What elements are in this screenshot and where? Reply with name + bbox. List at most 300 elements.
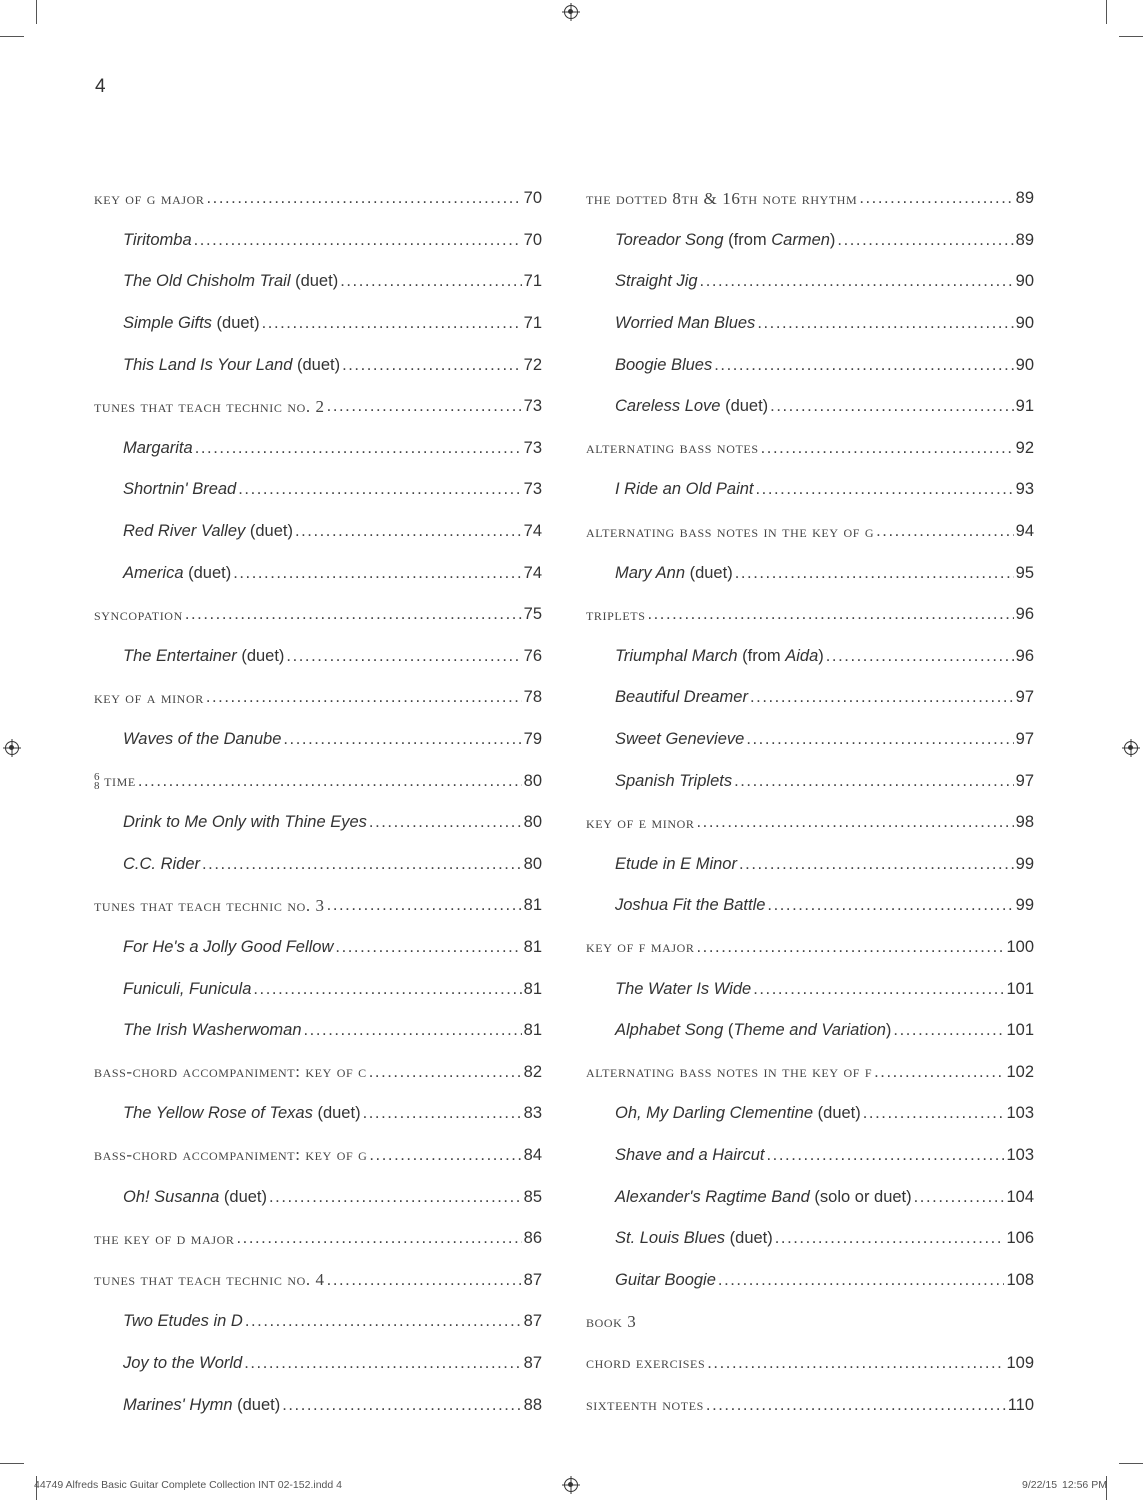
entry-title-italic: C.C. Rider [123,854,201,873]
dot-leader [262,314,522,333]
section-title-text: time [104,771,136,791]
section-title [586,937,695,957]
entry-page-number: 92 [1015,438,1034,457]
entry-page-number: 80 [523,771,542,790]
dot-leader [876,522,1014,541]
toc-entry [586,636,1034,678]
entry-title-italic: Careless Love [615,397,721,416]
entry-title-italic: Triumphal March [615,646,738,665]
dot-leader [342,356,522,375]
toc-section-heading [94,677,542,719]
entry-page-number: 70 [523,189,542,208]
section-title [94,397,325,417]
dot-leader [753,980,1004,999]
entry-page-number: 90 [1015,314,1034,333]
entry-page-number: 91 [1015,397,1034,416]
dot-leader [696,813,1013,832]
toc-entry [94,927,542,969]
dot-leader [233,564,521,583]
entry-title-note: (duet) [290,272,339,291]
entry-title-italic: Alexander's Ragtime Band [615,1187,810,1206]
dot-leader [283,730,521,749]
entry-page-number: 108 [1006,1270,1034,1289]
entry-page-number: 104 [1006,1187,1034,1206]
toc-entry [94,511,542,553]
entry-title-italic: Spanish Triplets [615,771,733,790]
dot-leader [750,688,1014,707]
dot-leader [837,231,1013,250]
dot-leader [195,439,522,458]
entry-page-number: 78 [523,688,542,707]
section-title [586,1395,704,1415]
entry-page-number: 70 [523,230,542,249]
entry-title [615,772,732,791]
dot-leader [282,1396,521,1415]
section-title-text: key of a minor [94,687,204,707]
entry-title [123,356,340,375]
entry-title-note: (duet) [232,1395,281,1414]
entry-title-italic: The Entertainer [123,646,237,665]
toc-entry [586,1010,1034,1052]
entry-page-number: 88 [523,1395,542,1414]
entry-title-note: (duet) [219,1187,268,1206]
entry-page-number: 96 [1015,646,1034,665]
section-title [94,605,183,625]
entry-title-italic: Beautiful Dreamer [615,688,748,707]
toc-section-heading [94,1135,542,1177]
dot-leader [238,480,521,499]
dot-leader [236,1229,521,1248]
entry-page-number: 99 [1015,896,1034,915]
toc-section-heading [94,1218,542,1260]
entry-title [123,1354,242,1373]
dot-leader [700,272,1014,291]
entry-title-note: (duet) [211,314,260,333]
section-title [586,1353,705,1373]
toc-entry [586,1135,1034,1177]
entry-title [615,314,755,333]
toc-entry [94,1010,542,1052]
toc-entry [586,469,1034,511]
entry-title [123,1021,302,1040]
section-title [94,688,204,708]
toc-section-heading [586,927,1034,969]
entry-title-italic: Boogie Blues [615,355,713,374]
entry-page-number: 110 [1007,1395,1034,1414]
section-title [94,1270,325,1290]
dot-leader [718,1271,1005,1290]
entry-title-note: (duet) [720,397,769,416]
toc-entry [586,552,1034,594]
dot-leader [893,1021,1004,1040]
entry-title-italic: Sweet Genevieve [615,730,745,749]
toc-section-heading [586,1051,1034,1093]
entry-title-italic: Joy to the World [123,1353,243,1372]
entry-page-number: 101 [1006,979,1034,998]
entry-title [615,1188,912,1207]
entry-page-number: 85 [523,1187,542,1206]
toc-entry [94,1093,542,1135]
registration-mark-icon [5,741,19,755]
entry-page-number: 95 [1015,563,1034,582]
entry-title-note: (duet) [183,563,232,582]
dot-leader [327,397,522,416]
entry-page-number: 97 [1015,730,1034,749]
dot-leader [138,772,522,791]
entry-page-number: 97 [1015,771,1034,790]
toc-entry [94,1343,542,1385]
section-title-text: bass-chord accompaniment: key of g [94,1145,368,1165]
entry-title-note: (duet) [813,1104,861,1123]
toc-entry [586,968,1034,1010]
entry-page-number: 73 [523,438,542,457]
entry-title [123,272,338,291]
section-title-text: key of g major [94,188,205,208]
toc-entry [94,636,542,678]
entry-page-number: 71 [523,272,542,291]
entry-page-number: 90 [1015,272,1034,291]
toc-entry [94,1384,542,1426]
section-title-text: sixteenth notes [586,1395,704,1415]
dot-leader [194,231,522,250]
entry-title-note: ) [829,230,836,249]
entry-page-number: 83 [523,1104,542,1123]
toc-section-heading [586,1301,1034,1343]
dot-leader [202,855,522,874]
toc-entry [94,552,542,594]
entry-page-number: 80 [523,854,542,873]
section-title-text: key of e minor [586,812,695,832]
footer-file-info: 44749 Alfreds Basic Guitar Complete Collection INT 02-152.indd 4 [34,1479,342,1491]
entry-page-number: 98 [1015,813,1034,832]
dot-leader [914,1188,1005,1207]
dot-leader [244,1354,521,1373]
time-signature-top: 6 [94,771,101,784]
dot-leader [874,1063,1004,1082]
dot-leader [706,1396,1006,1415]
entry-title-italic: Oh, My Darling Clementine [615,1104,814,1123]
dot-leader [770,397,1013,416]
entry-title-note: (duet) [236,646,285,665]
entry-page-number: 81 [523,937,542,956]
toc-entry [586,885,1034,927]
entry-title [123,1396,280,1415]
section-title [586,813,694,833]
dot-leader [295,522,522,541]
entry-page-number: 100 [1006,937,1034,956]
entry-title-italic: Carmen [771,230,830,249]
toc-section-heading [94,760,542,802]
dot-leader [253,980,521,999]
toc-entry [94,469,542,511]
toc-entry [586,677,1034,719]
time-signature [94,773,100,791]
toc-section-heading [94,386,542,428]
entry-page-number: 75 [523,605,542,624]
entry-page-number: 73 [523,397,542,416]
toc-entry [94,719,542,761]
entry-page-number: 74 [523,563,542,582]
section-title-text: the dotted 8th & 16th note rhythm [586,188,858,208]
entry-title-italic: Worried Man Blues [615,314,756,333]
entry-title [615,855,737,874]
dot-leader [697,938,1005,957]
entry-title-note: ) [885,1021,892,1040]
section-title [94,1229,234,1249]
dot-leader [714,356,1013,375]
entry-title-italic: Aida [785,646,819,665]
entry-title-italic: Theme and Variation [733,1021,886,1040]
section-title [586,605,645,625]
entry-title-note: (duet) [292,355,341,374]
dot-leader [340,272,521,291]
entry-page-number: 97 [1015,688,1034,707]
entry-title-italic: This Land Is Your Land [123,355,293,374]
toc-entry [586,1259,1034,1301]
entry-title-italic: Marines' Hymn [123,1395,233,1414]
crop-mark [1119,36,1143,37]
entry-title-italic: Toreador Song [615,230,724,249]
footer-time: 12:56 PM [1062,1479,1107,1491]
dot-leader [327,1271,522,1290]
entry-title-italic: Guitar Boogie [615,1270,716,1289]
entry-title-italic: The Yellow Rose of Texas [123,1104,313,1123]
entry-title-italic: Joshua Fit the Battle [615,896,766,915]
entry-page-number: 89 [1015,189,1034,208]
toc-entry [94,303,542,345]
dot-leader [245,1312,522,1331]
entry-title-italic: I Ride an Old Paint [615,480,754,499]
entry-title-italic: Straight Jig [615,272,698,291]
entry-title [615,356,712,375]
entry-page-number: 81 [523,979,542,998]
dot-leader [304,1021,522,1040]
toc-section-heading [94,178,542,220]
entry-title [615,1021,891,1040]
section-title-text: tunes that teach technic no. 2 [94,396,325,416]
entry-title-italic: The Water Is Wide [615,979,752,998]
section-title-text: alternating bass notes in the key of g [586,521,875,541]
crop-mark [0,36,24,37]
entry-title-italic: Alphabet Song [615,1021,724,1040]
entry-title [615,688,748,707]
entry-title-italic: Oh! Susanna [123,1187,220,1206]
entry-title [615,1271,716,1290]
entry-title [615,1146,765,1165]
section-title-text: bass-chord accompaniment: key of c [94,1062,367,1082]
section-title [586,1312,636,1332]
dot-leader [859,189,1013,208]
entry-title [123,439,193,458]
entry-page-number: 102 [1006,1062,1034,1081]
entry-title [615,896,765,915]
section-title [94,771,136,791]
entry-page-number: 76 [523,646,542,665]
entry-title-italic: Drink to Me Only with Thine Eyes [123,813,367,832]
dot-leader [757,314,1013,333]
crop-mark [1106,0,1107,24]
entry-title-italic: Red River Valley [123,522,246,541]
section-title [94,189,205,209]
toc-entry [94,220,542,262]
toc-entry [94,1301,542,1343]
crop-mark [1119,1463,1143,1464]
dot-leader [826,647,1014,666]
crop-mark [0,1463,24,1464]
toc-entry [586,261,1034,303]
toc-left-column [94,178,542,1426]
toc-entry [586,760,1034,802]
entry-page-number: 82 [523,1062,542,1081]
entry-page-number: 90 [1015,355,1034,374]
section-title-text: book 3 [586,1311,637,1331]
toc-entry [586,719,1034,761]
entry-title-italic: The Old Chisholm Trail [123,272,291,291]
toc-section-heading [94,1051,542,1093]
toc-entry [586,1218,1034,1260]
dot-leader [647,605,1013,624]
entry-title [615,231,835,250]
toc-entry [586,1176,1034,1218]
dot-leader [746,730,1013,749]
toc-section-heading [586,802,1034,844]
entry-page-number: 87 [523,1353,542,1372]
dot-leader [369,813,522,832]
entry-title-italic: The Irish Washerwoman [123,1021,302,1040]
entry-title-italic: Simple Gifts [123,314,212,333]
entry-page-number: 84 [523,1145,542,1164]
section-title-text: chord exercises [586,1353,706,1373]
entry-title-italic: Etude in E Minor [615,854,737,873]
entry-page-number: 71 [523,314,542,333]
toc-entry [586,386,1034,428]
entry-title-note: (from [723,230,772,249]
dot-leader [767,896,1013,915]
toc-entry [586,844,1034,886]
dot-leader [327,896,522,915]
toc-section-heading [586,1384,1034,1426]
entry-title [123,564,231,583]
entry-title-note: (duet) [725,1229,773,1248]
toc-entry [94,1176,542,1218]
entry-page-number: 74 [523,522,542,541]
entry-page-number: 79 [523,730,542,749]
dot-leader [363,1104,522,1123]
crop-mark [36,0,37,24]
entry-title [123,1188,267,1207]
entry-page-number: 89 [1015,230,1034,249]
toc-entry [94,261,542,303]
entry-page-number: 109 [1006,1353,1034,1372]
dot-leader [767,1146,1005,1165]
entry-title-italic: For He's a Jolly Good Fellow [123,937,334,956]
entry-page-number: 94 [1015,522,1034,541]
entry-title-italic: Waves of the Danube [123,730,282,749]
entry-title [123,855,200,874]
page-number: 4 [95,76,106,97]
dot-leader [775,1229,1005,1248]
toc-section-heading [586,1343,1034,1385]
dot-leader [369,1146,521,1165]
section-title-text: alternating bass notes in the key of f [586,1062,873,1082]
entry-title [123,1104,361,1123]
entry-page-number: 99 [1015,854,1034,873]
toc-entry [94,428,542,470]
toc-entry [586,303,1034,345]
section-title-text: triplets [586,604,646,624]
toc-entry [586,344,1034,386]
entry-title-italic: St. Louis Blues [615,1229,726,1248]
entry-page-number: 103 [1006,1145,1034,1164]
registration-mark-icon [564,1478,578,1492]
entry-page-number: 103 [1006,1104,1034,1123]
section-title [586,1062,872,1082]
entry-title-italic: Margarita [123,438,193,457]
entry-title [123,1312,243,1331]
toc-entry [94,968,542,1010]
section-title [94,1062,367,1082]
entry-title [615,1104,861,1123]
entry-page-number: 101 [1006,1021,1034,1040]
dot-leader [863,1104,1005,1123]
entry-title-italic: Two Etudes in D [123,1312,243,1331]
entry-page-number: 93 [1015,480,1034,499]
dot-leader [335,938,521,957]
toc-entry [586,220,1034,262]
toc-section-heading [586,594,1034,636]
entry-title [615,730,744,749]
section-title-text: syncopation [94,604,183,624]
entry-title-note: ) [818,646,824,665]
section-title-text: the key of d major [94,1228,235,1248]
entry-title [123,480,236,499]
entry-page-number: 87 [523,1312,542,1331]
toc-section-heading [586,511,1034,553]
entry-title-note: (solo or duet) [809,1187,912,1206]
entry-page-number: 73 [523,480,542,499]
toc-entry [94,344,542,386]
entry-title-note: (duet) [245,522,293,541]
entry-page-number: 96 [1015,605,1034,624]
entry-title-note: (duet) [685,563,733,582]
entry-title [123,314,260,333]
entry-title [123,231,192,250]
entry-title-italic: Shortnin' Bread [123,480,237,499]
entry-title [123,938,333,957]
toc-section-heading [94,594,542,636]
toc-right-column [586,178,1034,1426]
entry-title [615,1229,773,1248]
time-signature-bottom: 8 [94,780,101,793]
entry-title [123,813,367,832]
entry-title [615,480,754,499]
entry-title [615,980,751,999]
toc-entry [94,802,542,844]
entry-title [615,647,824,666]
section-title [94,1145,367,1165]
section-title [586,522,874,542]
footer-date: 9/22/15 [1022,1479,1058,1491]
entry-title [615,397,768,416]
dot-leader [206,688,522,707]
entry-title-note: (duet) [312,1104,361,1123]
section-title-text: tunes that teach technic no. 4 [94,1270,325,1290]
dot-leader [207,189,522,208]
dot-leader [735,564,1014,583]
entry-page-number: 86 [523,1229,542,1248]
entry-title-note: (from [737,646,786,665]
entry-title-italic: Mary Ann [615,563,685,582]
